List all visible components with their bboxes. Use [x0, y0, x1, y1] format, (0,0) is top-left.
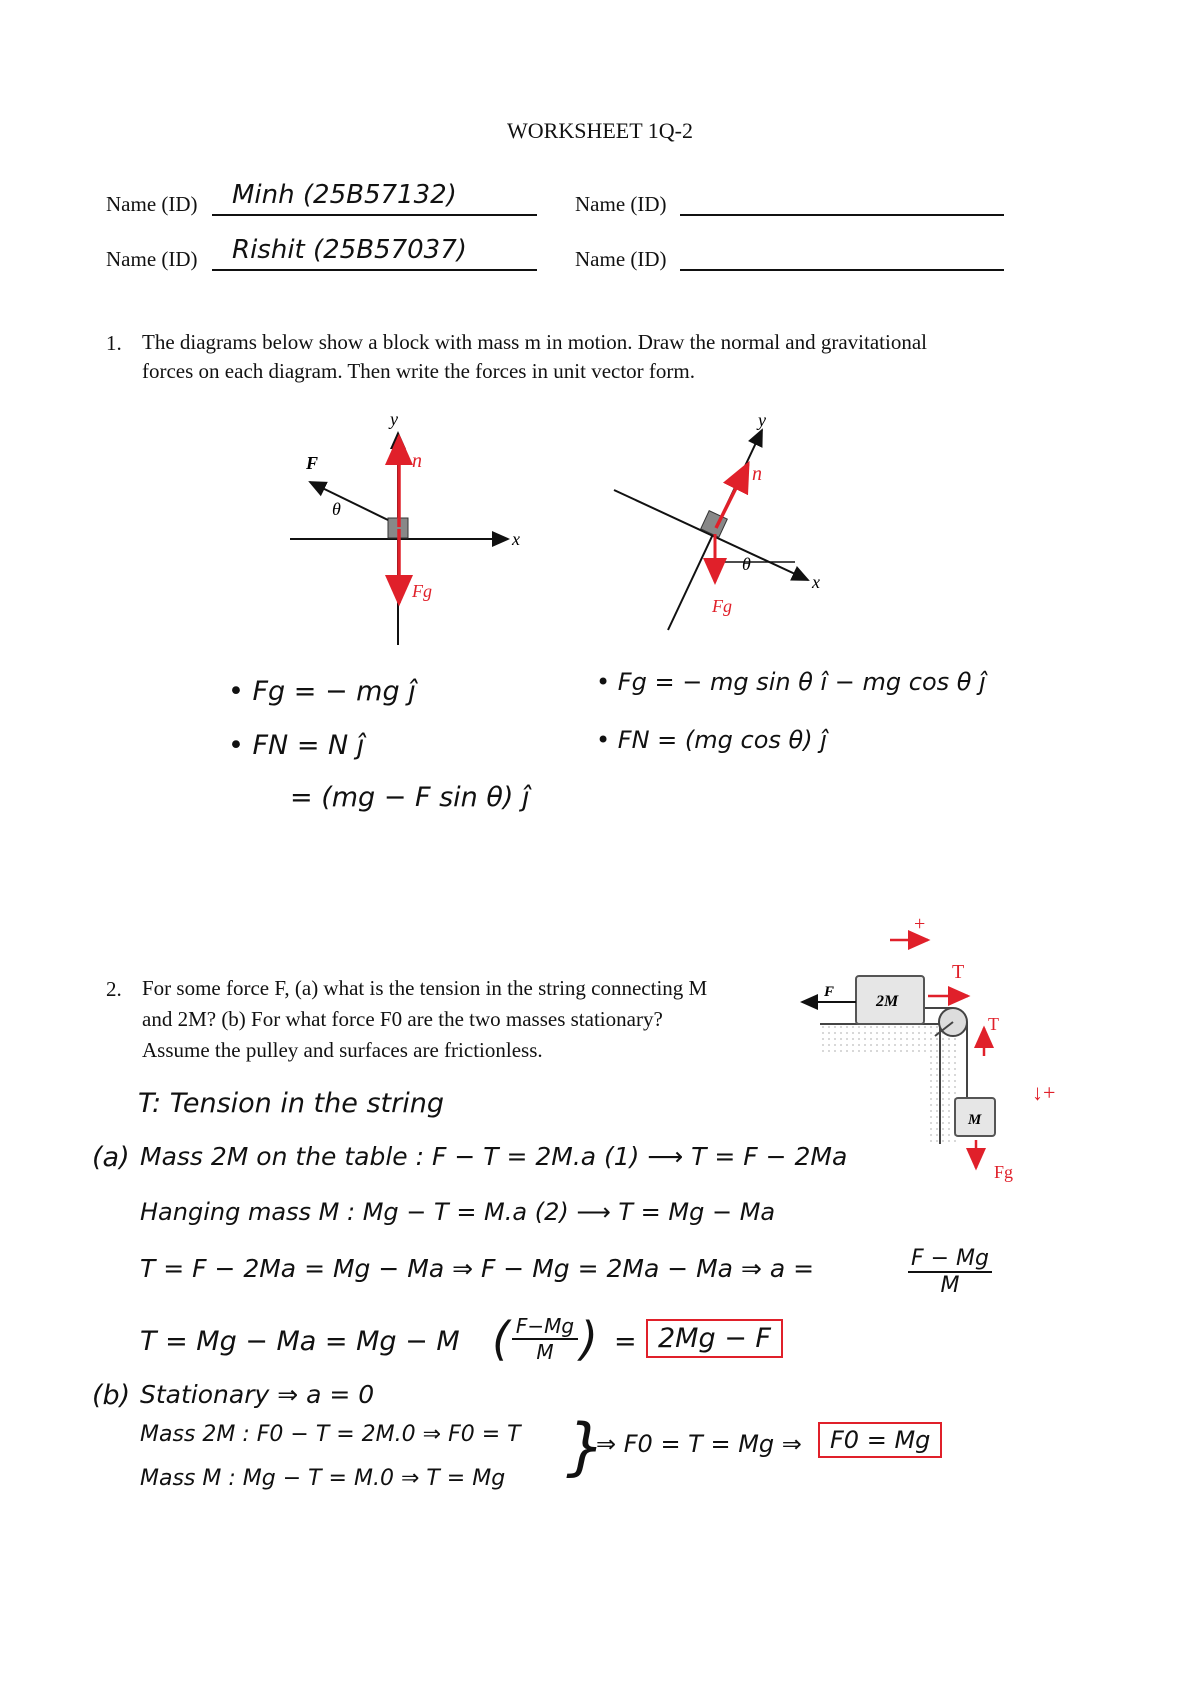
part-b-answer-box: F0 = Mg	[818, 1422, 942, 1458]
q1-text-line2: forces on each diagram. Then write the forces in unit vector form.	[142, 359, 695, 383]
q1-right-answer-1: • Fg = − mg sin θ î − mg cos θ ĵ	[596, 668, 986, 696]
block-M-label: M	[968, 1112, 982, 1128]
part-a-answer-box: 2Mg − F	[646, 1319, 783, 1358]
tension-fraction	[512, 1314, 578, 1364]
accel-fraction	[908, 1246, 992, 1298]
normal-force-arrow	[716, 464, 748, 528]
T1-label: T	[952, 961, 965, 983]
fg-label: Fg	[712, 596, 732, 616]
x-axis-label: x	[812, 572, 820, 592]
name-line-3[interactable]	[680, 214, 1004, 216]
T2-label: T	[988, 1014, 999, 1034]
brace: }	[566, 1410, 606, 1483]
block-2M-label: 2M	[876, 993, 899, 1010]
q1-text-line1: The diagrams below show a block with mass m in motion. Draw the normal and gravitational	[142, 330, 927, 354]
name-label-2: Name (ID)	[106, 247, 198, 271]
accel-fraction-denominator: M	[940, 1273, 960, 1298]
fg-label: Fg	[412, 581, 432, 601]
fg-label: Fg	[994, 1162, 1014, 1182]
part-a-line4: T = Mg − Ma = Mg − M	[140, 1326, 460, 1357]
name-line-4[interactable]	[680, 269, 1004, 271]
part-b-label: (b)	[92, 1380, 131, 1411]
theta-label: θ	[332, 499, 341, 519]
force-F-label: F	[306, 453, 319, 473]
q1-left-answer-2: • FN = N ĵ	[228, 730, 365, 761]
q1-right-figure	[600, 410, 860, 640]
part-a-line3: T = F − 2Ma = Mg − Ma ⇒ F − Mg = 2Ma − Ma ⇒ a =	[140, 1254, 815, 1283]
part-a-label: (a)	[92, 1142, 130, 1173]
name-line-2[interactable]	[212, 269, 537, 271]
name-line-1[interactable]	[212, 214, 537, 216]
name-value-2: Rishit (25B57037)	[232, 235, 467, 265]
name-label-4: Name (ID)	[575, 247, 667, 271]
n-label: n	[752, 463, 762, 485]
part-a-line1: Mass 2M on the table : F − T = 2M.a (1) ⟶ T = F − 2Ma	[140, 1142, 848, 1171]
name-label-1: Name (ID)	[106, 192, 198, 216]
part-b-line1: Stationary ⇒ a = 0	[140, 1380, 375, 1409]
name-label-3: Name (ID)	[575, 192, 667, 216]
theta-label: θ	[742, 554, 751, 574]
tension-definition: T: Tension in the string	[138, 1088, 444, 1119]
plus-down-label: ↓+	[1032, 1080, 1056, 1105]
n-label: n	[412, 450, 422, 472]
y-axis-label: y	[390, 409, 398, 429]
paren-close: )	[580, 1312, 598, 1366]
accel-fraction-numerator: F − Mg	[908, 1246, 992, 1273]
plus-right-label: +	[914, 913, 926, 935]
q1-left-figure	[280, 405, 540, 650]
page-title: WORKSHEET 1Q-2	[507, 118, 693, 143]
q1-left-answer-3: = (mg − F sin θ) ĵ	[290, 782, 530, 813]
equals-sign: =	[614, 1326, 637, 1357]
q2-line2: and 2M? (b) For what force F0 are the two masses stationary?	[142, 1007, 663, 1031]
x-axis-label: x	[512, 529, 520, 549]
q1-number: 1.	[106, 331, 122, 355]
q2-line3: Assume the pulley and surfaces are frictionless.	[142, 1038, 543, 1062]
part-a-line2: Hanging mass M : Mg − T = M.a (2) ⟶ T = Mg − Ma	[140, 1198, 776, 1226]
part-b-line2: Mass 2M : F0 − T = 2M.0 ⇒ F0 = T	[140, 1422, 521, 1447]
part-b-line3: Mass M : Mg − T = M.0 ⇒ T = Mg	[140, 1466, 506, 1491]
tension-fraction-denominator: M	[536, 1340, 554, 1364]
y-axis-label: y	[758, 410, 766, 430]
force-F-arrow	[310, 482, 388, 520]
q1-left-answer-1: • Fg = − mg ĵ	[228, 676, 416, 707]
paren-open: (	[492, 1312, 510, 1366]
part-b-conclusion: ⇒ F0 = T = Mg ⇒	[596, 1430, 802, 1458]
x-axis	[614, 490, 808, 580]
q1-right-answer-2: • FN = (mg cos θ) ĵ	[596, 726, 827, 754]
force-F-label: F	[824, 984, 835, 1000]
q2-line1: For some force F, (a) what is the tension in the string connecting M	[142, 976, 708, 1000]
tension-fraction-numerator: F−Mg	[512, 1314, 578, 1340]
q2-number: 2.	[106, 977, 122, 1001]
name-value-1: Minh (25B57132)	[232, 180, 457, 210]
